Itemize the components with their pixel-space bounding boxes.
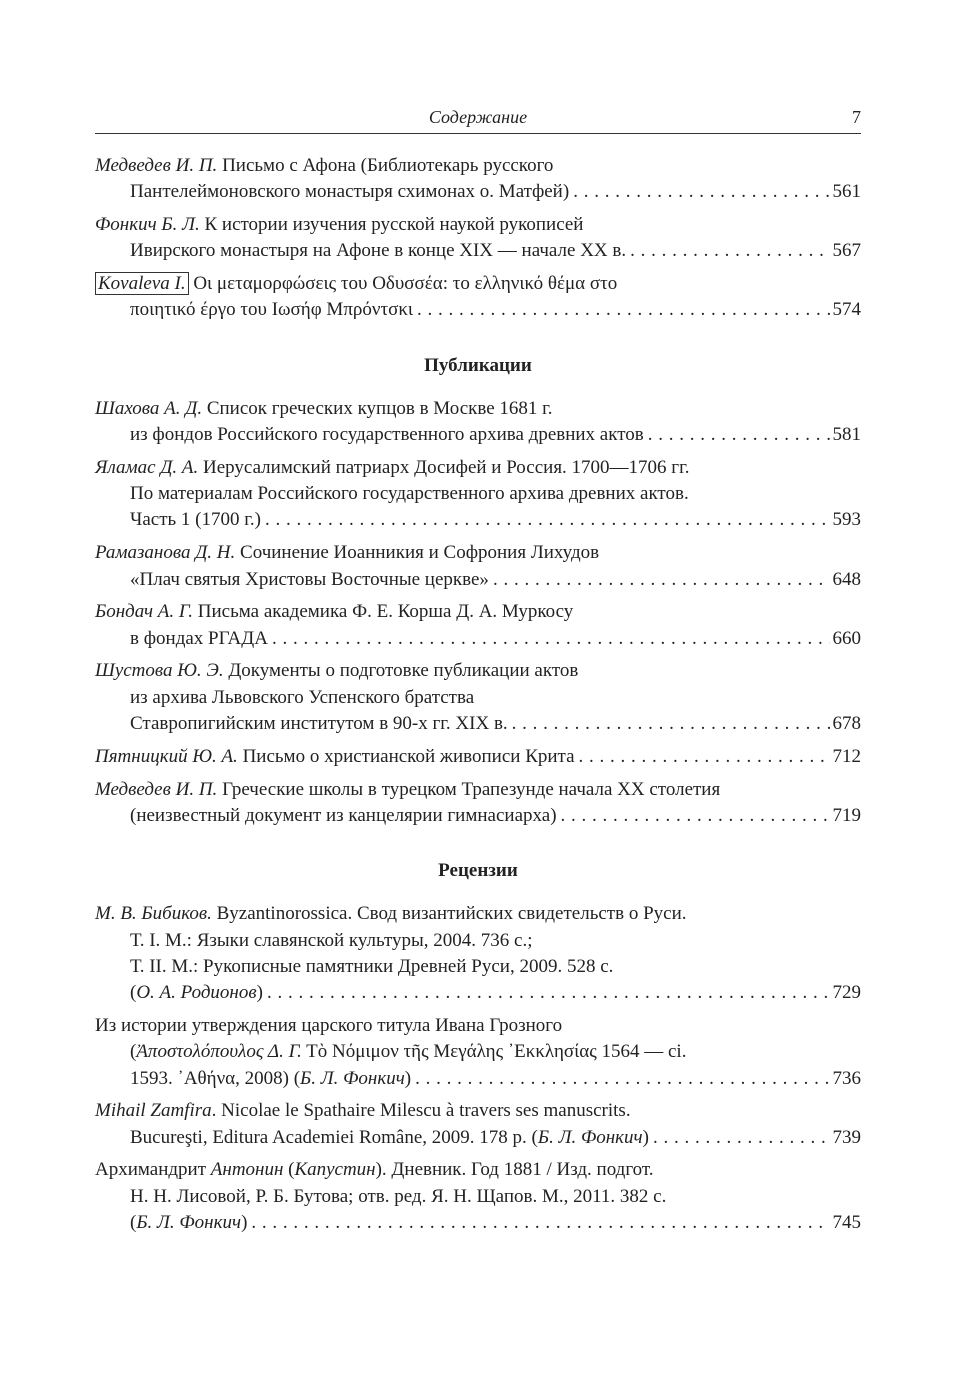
title-text: ( [283,1159,295,1181]
entry-text [130,1210,247,1236]
entry-line [95,567,861,593]
entry-text [95,901,687,927]
title-text: Т. II. М.: Рукописные памятники Древней Руси, 2009. 528 с. [130,955,614,977]
entry-page-number: 745 [832,1212,861,1233]
title-text: ( [130,982,137,1004]
title-text: . Nicolae le Spathaire Milescu à travers ses manuscrits. [211,1100,631,1122]
page-number: 7 [852,107,861,127]
entry-page-number: 719 [832,804,861,826]
entry-text [95,1013,562,1039]
title-text: Сочинение Иоанникия и Софрония Лихудов [235,542,600,564]
title-text: Н. Н. Лисовой, Р. Б. Бутова; отв. ред. Я. Н. Щапов. М., 2011. 382 с. [130,1185,667,1207]
dot-leader [247,1210,830,1236]
title-text: Из истории утверждения царского титула Ивана Грозного [95,1014,563,1036]
toc-entry [95,396,861,449]
section-title: Рецензии [438,860,518,882]
dot-leader [263,980,830,1006]
entry-text [95,153,553,179]
toc-entry [95,271,861,324]
entry-line [95,271,861,297]
entry-page-number: 678 [832,713,861,735]
title-text: ( [130,1212,137,1233]
author-name: Рамазанова Д. Н. [95,542,236,564]
entry-line [95,901,861,927]
entry-line [95,507,861,533]
entry-line [95,212,861,238]
entry-line [95,1066,861,1092]
toc-entry [95,744,861,770]
entry-page-number: 581 [832,424,861,446]
entry-text [95,455,690,481]
entry-line [95,179,861,205]
title-text: Byzantinorossica. Свод византийских свидетельств о Руси. [211,903,687,925]
author-name: М. В. Бибиков. [95,903,212,925]
title-text: Τὸ Νόμιμον τῆς Μεγάλης ᾿Εκκλησίας 1564 — ci. [301,1041,687,1063]
entry-line [95,238,861,264]
title-text: По материалам Российского государственного архива древних актов. [130,483,689,505]
author-name: Капустин [294,1159,376,1181]
entry-text [95,744,575,770]
author-name: Антонин [210,1159,284,1181]
entry-line [95,297,861,323]
title-text: К истории изучения русской наукой рукописей [199,214,584,236]
title-text: из фондов Российского государственного архива древних актов [130,424,644,446]
title-text: Документы о подготовке публикации актов [223,660,579,682]
section-title: Публикации [424,354,532,376]
entry-page-number: 712 [832,745,861,767]
title-text: Пантелеймоновского монастыря схимонах о. Матфей) [130,181,570,203]
title-text: ) [256,982,263,1004]
title-text: Письмо с Афона (Библиотекарь русского [217,155,554,176]
entry-line [95,658,861,684]
toc-entry [95,901,861,1006]
author-name: Ἀποστολόπουλος Δ. Γ. [136,1041,302,1063]
title-text: ( [130,1041,137,1063]
entry-page-number: 648 [832,568,861,590]
entry-line [95,540,861,566]
toc-entry [95,212,861,265]
toc-entry [95,777,861,830]
dot-leader [575,744,831,770]
title-text: Иерусалимский патриарх Досифей и Россия. 1700—1706 гг. [198,456,690,478]
entry-text [130,980,263,1006]
author-name: Mihail Zamfira [95,1100,212,1122]
entry-text [130,507,261,533]
entry-text [95,396,553,422]
title-text: ) [241,1212,248,1233]
title-text: Греческие школы в турецком Трапезунде начала XX столетия [217,778,721,800]
toc-entry [95,1013,861,1092]
entry-text [130,1125,649,1151]
author-name: Б. Л. Фонкич [300,1067,405,1089]
dot-leader [569,179,830,205]
entry-line [95,954,861,980]
author-name: Б. Л. Фонкич [537,1126,643,1148]
table-of-contents [95,153,861,1243]
entry-text [130,1039,686,1065]
toc-entry [95,455,861,534]
author-name: Бондач А. Г. [95,601,194,623]
entry-line [95,1098,861,1124]
entry-text [130,803,557,829]
dot-leader [261,507,830,533]
title-text: 1593. ᾿Αθήνα, 2008) ( [130,1067,301,1089]
title-text: ) [404,1067,412,1089]
author-name: Б. Л. Фонкич [136,1212,242,1233]
dot-leader [413,297,830,323]
entry-line [95,744,861,770]
entry-line [95,481,861,507]
author-name: Медведев И. П. [95,778,218,800]
author-name: Шустова Ю. Э. [95,660,224,682]
title-text: Ставропигийским институтом в 90-х гг. XIX в. [130,713,508,735]
entry-text [95,777,720,803]
toc-entry [95,1157,861,1236]
title-text: «Плач святыя Христовы Восточные церкве» [130,568,489,590]
entry-line [95,1184,861,1210]
entry-text [95,1157,654,1183]
entry-text [95,540,599,566]
running-title: Содержание [428,107,528,127]
entry-text [130,422,644,448]
entry-text [95,271,617,297]
entry-text [95,658,578,684]
dot-leader [489,567,830,593]
title-text: Οι μεταμορφώσεις του Οδυσσέα: το ελληνικό θέμα στο [188,273,618,295]
entry-line [95,928,861,954]
title-text: Архимандрит [95,1159,211,1181]
dot-leader [644,422,830,448]
entry-page-number: 729 [832,982,861,1004]
entry-line [95,1210,861,1236]
author-name: Фонкич Б. Л. [95,214,200,236]
title-text: Письма академика Ф. Е. Корша Д. А. Муркосу [193,601,574,623]
title-text: ποιητικό έργο του Ιωσήφ Μπρόντσκι [130,299,414,321]
entry-text [95,599,573,625]
dot-leader [626,238,830,264]
entry-text [130,567,489,593]
dot-leader [649,1125,830,1151]
author-name: О. А. Родионов [136,982,257,1004]
entry-page-number: 736 [832,1067,861,1089]
entry-text [130,297,413,323]
entry-line [95,711,861,737]
toc-entry [95,540,861,593]
author-name: Пятницкий Ю. А. [95,745,238,767]
toc-entry [95,153,861,206]
entry-page-number: 567 [832,240,861,262]
entry-line [95,1039,861,1065]
entry-text [95,1098,631,1124]
entry-text [130,179,569,205]
dot-leader [557,803,830,829]
entry-line [95,803,861,829]
toc-entry [95,1098,861,1151]
title-text: в фондах РГАДА [130,627,268,649]
dot-leader [508,711,830,737]
entry-line [95,599,861,625]
entry-text [130,626,268,652]
title-text: Список греческих купцов в Москве 1681 г. [202,397,553,419]
entry-line [95,685,861,711]
entry-text [130,238,626,264]
toc-entry [95,599,861,652]
entry-line [95,980,861,1006]
entry-text [130,711,508,737]
dot-leader [268,626,830,652]
entry-line [95,1125,861,1151]
entry-page-number: 593 [832,509,861,531]
entry-line [95,777,861,803]
entry-text [130,685,474,711]
entry-line [95,153,861,179]
title-text: ) [642,1126,649,1148]
entry-line [95,1157,861,1183]
author-name: Медведев И. П. [95,155,218,176]
title-text: Часть 1 (1700 г.) [130,509,261,531]
entry-line [95,626,861,652]
running-header [95,104,861,134]
dot-leader [411,1066,830,1092]
title-text: Ивирского монастыря на Афоне в конце XIX — начале XX в. [130,240,627,262]
entry-page-number: 561 [832,181,861,203]
title-text: (неизвестный документ из канцелярии гимнасиарха) [130,804,557,826]
toc-entry [95,658,861,737]
author-name: Шахова А. Д. [95,397,203,419]
title-text: Bucureşti, Editura Academiei Române, 2009. 178 p. ( [130,1126,538,1148]
title-text: из архива Львовского Успенского братства [130,686,475,708]
entry-line [95,422,861,448]
entry-text [130,1184,666,1210]
title-text: ). Дневник. Год 1881 / Изд. подгот. [375,1159,654,1181]
entry-text [95,212,583,238]
entry-line [95,396,861,422]
title-text: Письмо о христианской живописи Крита [237,745,575,767]
entry-text [130,928,532,954]
entry-line [95,455,861,481]
entry-text [130,1066,411,1092]
entry-page-number: 574 [832,299,861,321]
entry-text [130,481,689,507]
author-name: Яламас Д. А. [95,456,199,478]
author-name: Kovaleva I. [95,272,189,295]
entry-line [95,1013,861,1039]
entry-page-number: 739 [832,1126,861,1148]
entry-text [130,954,613,980]
title-text: Т. I. М.: Языки славянской культуры, 2004. 736 с.; [130,929,533,951]
entry-page-number: 660 [832,627,861,649]
